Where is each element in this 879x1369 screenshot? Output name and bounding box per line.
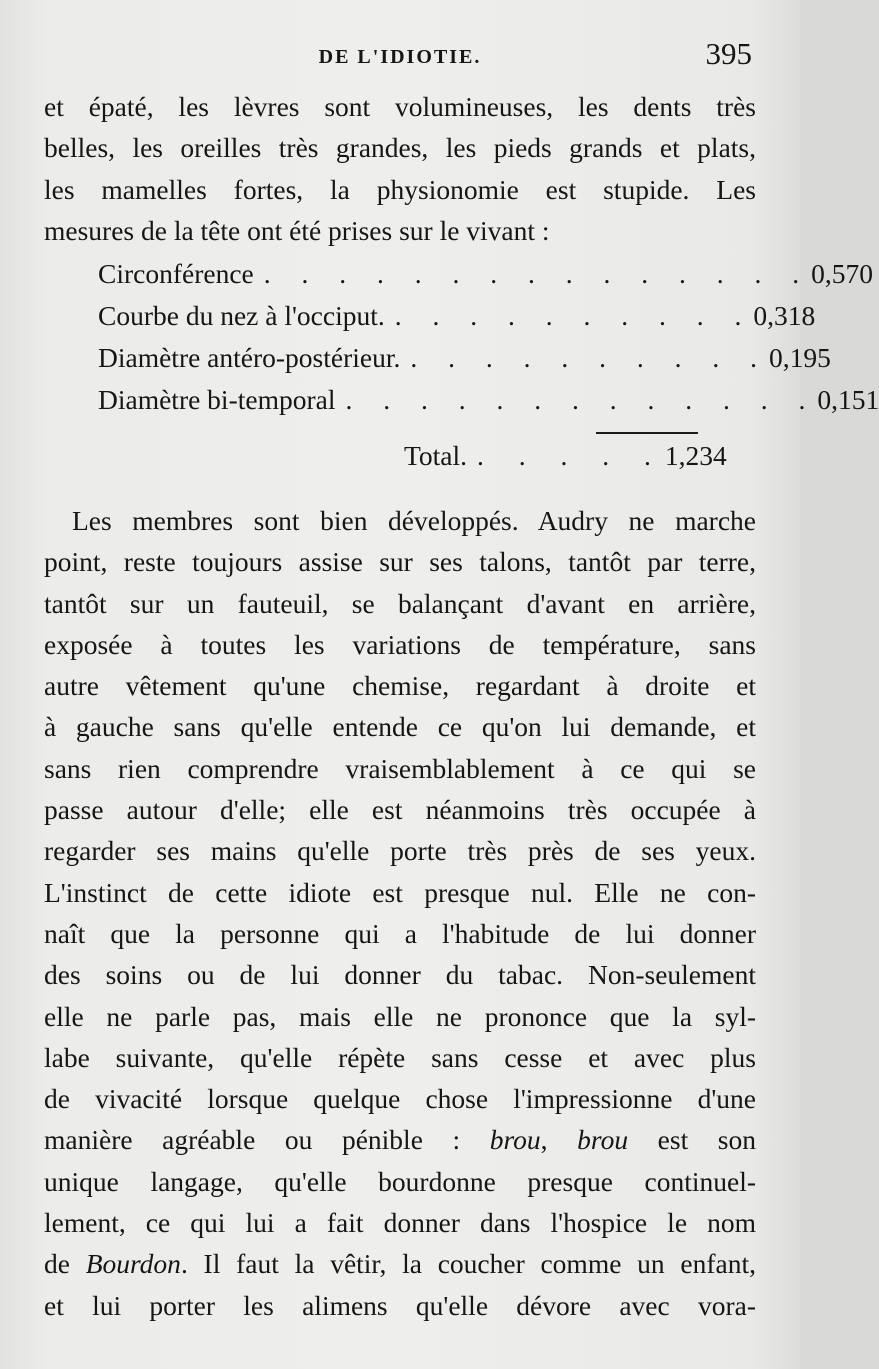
text-line: passe autour d'elle; elle est néanmoins très occupée à — [44, 794, 756, 826]
text-line: L'instinct de cette idiote est presque nul. Elle ne con- — [44, 876, 756, 908]
text-run: , — [540, 1124, 578, 1156]
measurement-row — [98, 258, 873, 300]
measurement-label: Diamètre antéro-postérieur. — [98, 342, 401, 373]
text-line: belles, les oreilles très grandes, les pieds grands et plats, — [44, 132, 756, 164]
text-line — [44, 1119, 756, 1160]
text-line: Les membres sont bien développés. Audry ne marche — [72, 505, 756, 536]
measurement-row — [98, 342, 831, 384]
leader-dots: . . . . . — [477, 440, 665, 471]
text-line: lement, ce qui lui a fait donner dans l'hospice le nom — [44, 1207, 756, 1239]
text-line: à gauche sans qu'elle entende ce qu'on lui demande, et — [44, 711, 756, 743]
measurement-value: 0,318 — [753, 300, 816, 331]
text-line: naît que la personne qui a l'habitude de lui donner — [44, 917, 756, 949]
text-line: et lui porter les alimens qu'elle dévore avec vora- — [44, 1289, 756, 1321]
text-line: des soins ou de lui donner du tabac. Non-seulement — [44, 959, 756, 991]
text-line: regarder ses mains qu'elle porte très près de ses yeux. — [44, 835, 756, 867]
measurement-value: 0,195 — [769, 342, 831, 373]
italic-name: Bourdon — [85, 1248, 181, 1280]
italic-word: brou — [577, 1124, 629, 1156]
leader-dots: . . . . . . . . . . . . . . . — [263, 258, 812, 289]
text-line: unique langage, qu'elle bourdonne presque continuel- — [44, 1165, 756, 1197]
leader-dots: . . . . . . . . . . — [410, 342, 769, 373]
total-value: 1,234 — [664, 440, 727, 471]
text-run: de — [44, 1248, 86, 1280]
body-paragraph — [44, 500, 756, 1326]
text-line: elle ne parle pas, mais elle ne prononce que la syl- — [44, 1000, 756, 1032]
text-line: exposée à toutes les variations de température, sans — [44, 628, 756, 660]
leader-dots: . . . . . . . . . . . . . — [345, 384, 818, 415]
total-label: Total. — [404, 440, 467, 471]
measurement-row — [98, 300, 816, 342]
measurement-row — [98, 384, 879, 426]
measurement-label: Diamètre bi-temporal — [98, 384, 336, 415]
text-line: point, reste toujours assise sur ses talons, tantôt par terre, — [44, 546, 756, 578]
measurement-label: Circonférence — [98, 258, 254, 289]
text-line: de vivacité lorsque quelque chose l'impressionne d'une — [44, 1083, 756, 1115]
text-line — [44, 1243, 756, 1284]
text-line: et épaté, les lèvres sont volumineuses, les dents très — [44, 91, 756, 122]
text-line: mesures de la tête ont été prises sur le vivant : — [44, 214, 550, 246]
text-line: tantôt sur un fauteuil, se balançant d'avant en arrière, — [44, 587, 756, 619]
measurement-label: Courbe du nez à l'occiput. — [98, 300, 385, 331]
page-header — [44, 36, 756, 84]
running-head: DE L'IDIOTIE. — [318, 46, 482, 68]
leader-dots: . . . . . . . . . . — [394, 300, 754, 331]
measurement-value: 0,151 — [817, 384, 879, 415]
page-number: 395 — [705, 36, 752, 71]
measurements-table — [98, 258, 879, 426]
measurement-value: 0,570 — [811, 258, 873, 289]
text-run: est son — [628, 1124, 757, 1156]
sum-rule — [596, 432, 698, 434]
text-run: . Il faut la vêtir, la coucher comme un enfant, — [180, 1248, 756, 1280]
text-line: sans rien comprendre vraisemblablement à ce qui se — [44, 752, 756, 784]
text-line: les mamelles fortes, la physionomie est stupide. Les — [44, 173, 756, 205]
total-row — [404, 440, 727, 472]
text-line: labe suivante, qu'elle répète sans cesse et avec plus — [44, 1041, 756, 1073]
italic-word: brou — [489, 1124, 541, 1156]
text-run: manière agréable ou pénible : — [44, 1124, 490, 1156]
text-line: autre vêtement qu'une chemise, regardant à droite et — [44, 670, 756, 702]
intro-paragraph — [44, 86, 756, 251]
